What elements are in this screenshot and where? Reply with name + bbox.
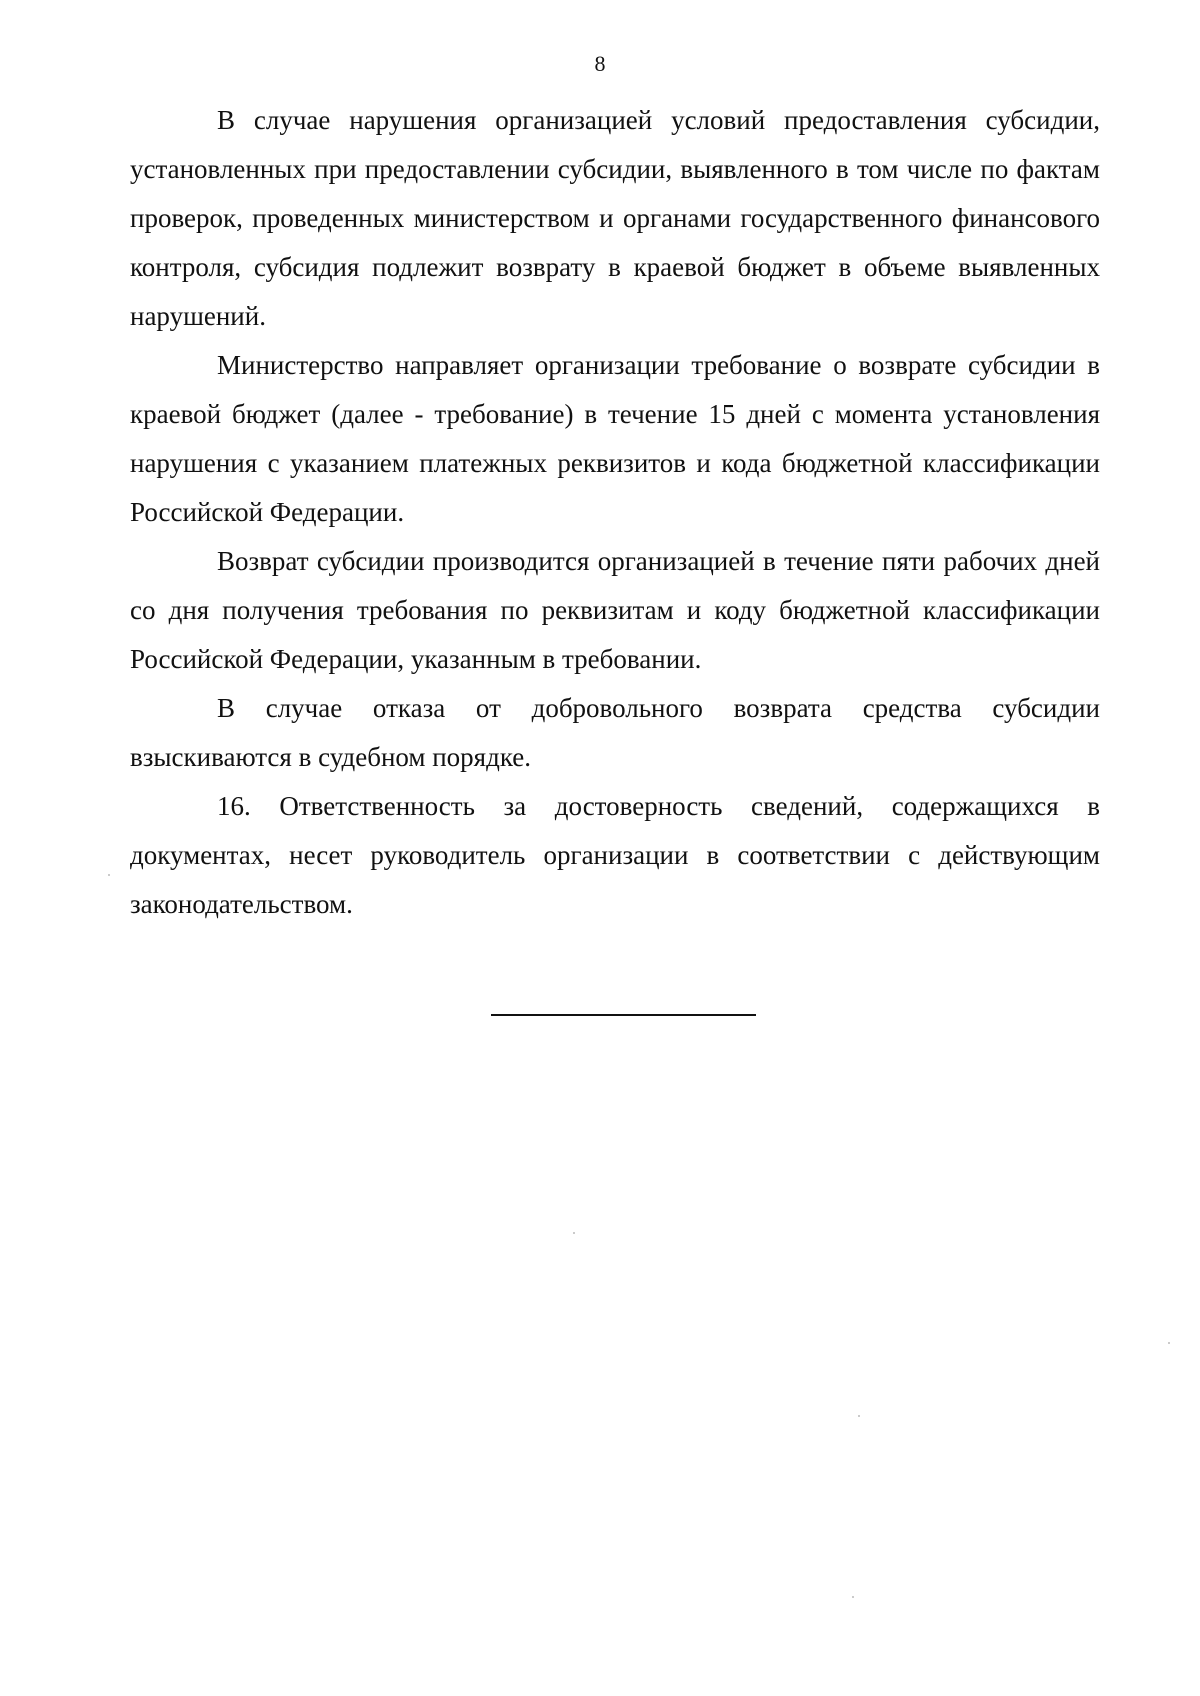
paragraph-ministry-demand: Министерство направляет организации требование о возврате субсидии в краевой бюджет (далее - требование) в течение 15 дней с момента установления нарушения с указанием платежных реквизитов и кода бюджетной классификации Российской Федерации. (130, 350, 1100, 527)
paragraph-court-recovery: В случае отказа от добровольного возврата средства субсидии взыскиваются в судебном порядке. (130, 693, 1100, 772)
page-number: 8 (594, 51, 606, 76)
paragraph-refund-procedure: Возврат субсидии производится организацией в течение пяти рабочих дней со дня получения требования по реквизитам и коду бюджетной классификации Российской Федерации, указанным в требовании. (130, 546, 1100, 674)
body-text (130, 96, 1100, 929)
scan-speck (573, 1232, 575, 1234)
paragraph-responsibility: 16. Ответственность за достоверность сведений, содержащихся в документах, несет руководитель организации в соответствии с действующим законодательством. (130, 791, 1100, 919)
end-separator-line (491, 1014, 756, 1016)
scan-speck (1168, 1342, 1170, 1344)
scan-speck (108, 874, 110, 876)
scan-speck (852, 1596, 854, 1598)
scan-speck (858, 1415, 860, 1417)
paragraph-refund-on-violation: В случае нарушения организацией условий предоставления субсидии, установленных при предоставлении субсидии, выявленного в том числе по фактам проверок, проведенных министерством и органами государственного финансового контроля, субсидия подлежит возврату в краевой бюджет в объеме выявленных нарушений. (130, 105, 1100, 331)
